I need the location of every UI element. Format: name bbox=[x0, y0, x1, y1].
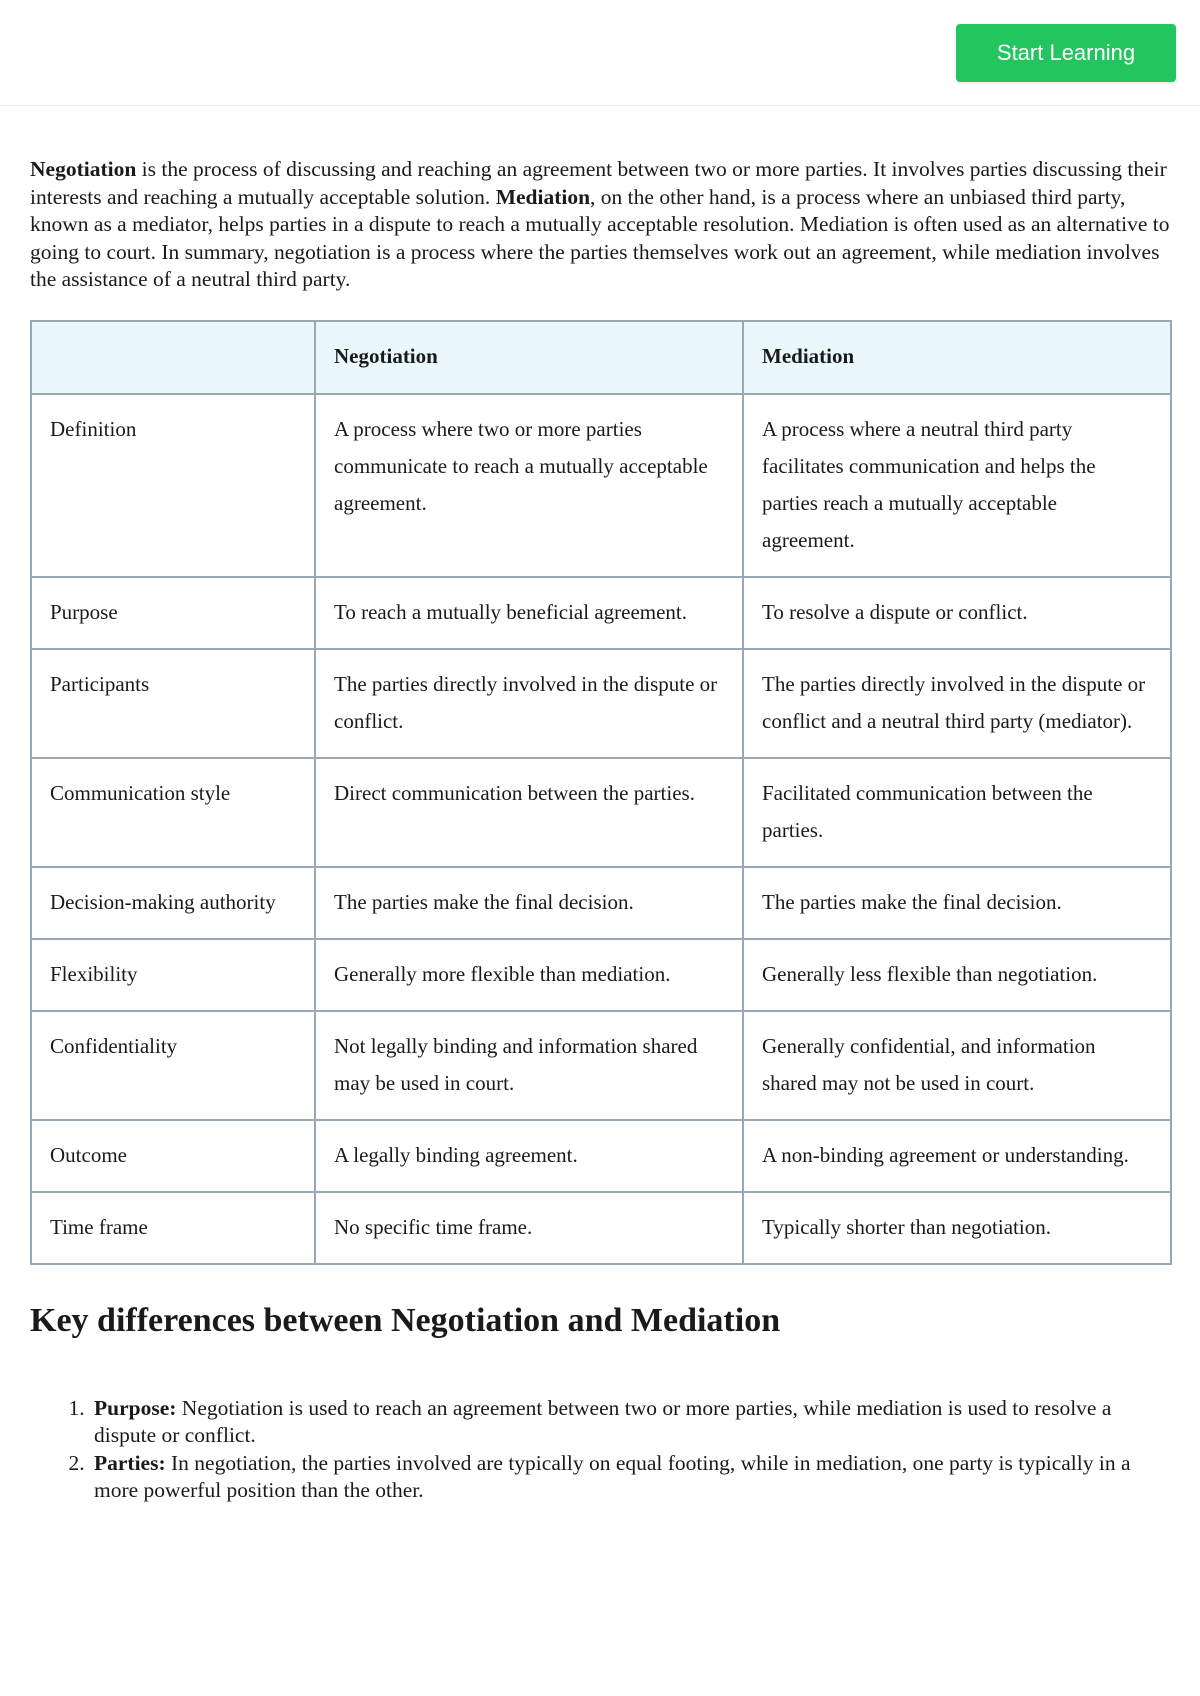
table-cell-mediation: A process where a neutral third party facilitates communication and helps the parties reach a mutually acceptable agreement. bbox=[743, 394, 1171, 577]
table-cell-negotiation: The parties directly involved in the dispute or conflict. bbox=[315, 649, 743, 758]
table-cell-aspect: Time frame bbox=[31, 1192, 315, 1264]
intro-term-negotiation: Negotiation bbox=[30, 157, 137, 181]
table-cell-mediation: The parties make the final decision. bbox=[743, 867, 1171, 939]
table-cell-negotiation: The parties make the final decision. bbox=[315, 867, 743, 939]
table-cell-mediation: To resolve a dispute or conflict. bbox=[743, 577, 1171, 649]
table-cell-mediation: Generally less flexible than negotiation. bbox=[743, 939, 1171, 1011]
table-header-cell: Negotiation bbox=[315, 321, 743, 394]
intro-text-2: , on the other hand, is a process where an unbiased third party, known as a mediator, helps parties in a dispute to reach a mutually acceptable resolution. Mediation is often used as an alternative to going to court. In summary, negotiation is a process where the parties themselves work out an agreement, while mediation involves the assistance of a neutral third party. bbox=[30, 184, 1170, 291]
table-row bbox=[31, 1192, 1171, 1264]
table-cell-aspect: Outcome bbox=[31, 1120, 315, 1192]
table-cell-mediation: The parties directly involved in the dispute or conflict and a neutral third party (mediator). bbox=[743, 649, 1171, 758]
section-heading: Key differences between Negotiation and Mediation bbox=[30, 1301, 781, 1339]
table-row bbox=[31, 394, 1171, 577]
table-cell-negotiation: To reach a mutually beneficial agreement. bbox=[315, 577, 743, 649]
table-cell-negotiation: Direct communication between the parties. bbox=[315, 758, 743, 867]
table-row bbox=[31, 1120, 1171, 1192]
main-content bbox=[30, 156, 1170, 1505]
top-bar bbox=[0, 0, 1200, 106]
list-item bbox=[90, 1450, 1170, 1505]
table-cell-aspect: Definition bbox=[31, 394, 315, 577]
list-item-text: Negotiation is used to reach an agreement between two or more parties, while mediation is used to resolve a dispute or conflict. bbox=[94, 1395, 1112, 1447]
intro-paragraph bbox=[30, 156, 1170, 294]
table-cell-aspect: Purpose bbox=[31, 577, 315, 649]
table-row bbox=[31, 939, 1171, 1011]
table-cell-aspect: Decision-making authority bbox=[31, 867, 315, 939]
table-cell-negotiation: No specific time frame. bbox=[315, 1192, 743, 1264]
table-cell-aspect: Communication style bbox=[31, 758, 315, 867]
table-row bbox=[31, 867, 1171, 939]
list-item-text: In negotiation, the parties involved are typically on equal footing, while in mediation, one party is typically in a more powerful position than the other. bbox=[94, 1450, 1131, 1502]
table-row bbox=[31, 577, 1171, 649]
table-cell-aspect: Participants bbox=[31, 649, 315, 758]
table-cell-mediation: Generally confidential, and information shared may not be used in court. bbox=[743, 1011, 1171, 1120]
list-item bbox=[90, 1395, 1170, 1450]
table-header-cell bbox=[31, 321, 315, 394]
intro-text-1: is the process of discussing and reaching an agreement between two or more parties. It involves parties discussing their interests and reaching a mutually acceptable solution. bbox=[30, 157, 1167, 209]
table-row bbox=[31, 649, 1171, 758]
differences-list bbox=[30, 1395, 1170, 1505]
table-cell-mediation: Facilitated communication between the parties. bbox=[743, 758, 1171, 867]
table-row bbox=[31, 1011, 1171, 1120]
table-cell-negotiation: Not legally binding and information shared may be used in court. bbox=[315, 1011, 743, 1120]
comparison-table bbox=[30, 320, 1172, 1265]
table-cell-negotiation: A process where two or more parties communicate to reach a mutually acceptable agreement. bbox=[315, 394, 743, 577]
table-header-cell: Mediation bbox=[743, 321, 1171, 394]
table-cell-negotiation: Generally more flexible than mediation. bbox=[315, 939, 743, 1011]
intro-term-mediation: Mediation bbox=[495, 184, 591, 209]
table-row bbox=[31, 758, 1171, 867]
table-cell-negotiation: A legally binding agreement. bbox=[315, 1120, 743, 1192]
table-cell-aspect: Confidentiality bbox=[31, 1011, 315, 1120]
list-item-label: Purpose: bbox=[94, 1395, 177, 1420]
table-cell-mediation: Typically shorter than negotiation. bbox=[743, 1192, 1171, 1264]
start-learning-button[interactable]: Start Learning bbox=[956, 24, 1176, 82]
table-cell-aspect: Flexibility bbox=[31, 939, 315, 1011]
table-cell-mediation: A non-binding agreement or understanding. bbox=[743, 1120, 1171, 1192]
table-header-row bbox=[31, 321, 1171, 394]
list-item-label: Parties: bbox=[94, 1450, 166, 1475]
